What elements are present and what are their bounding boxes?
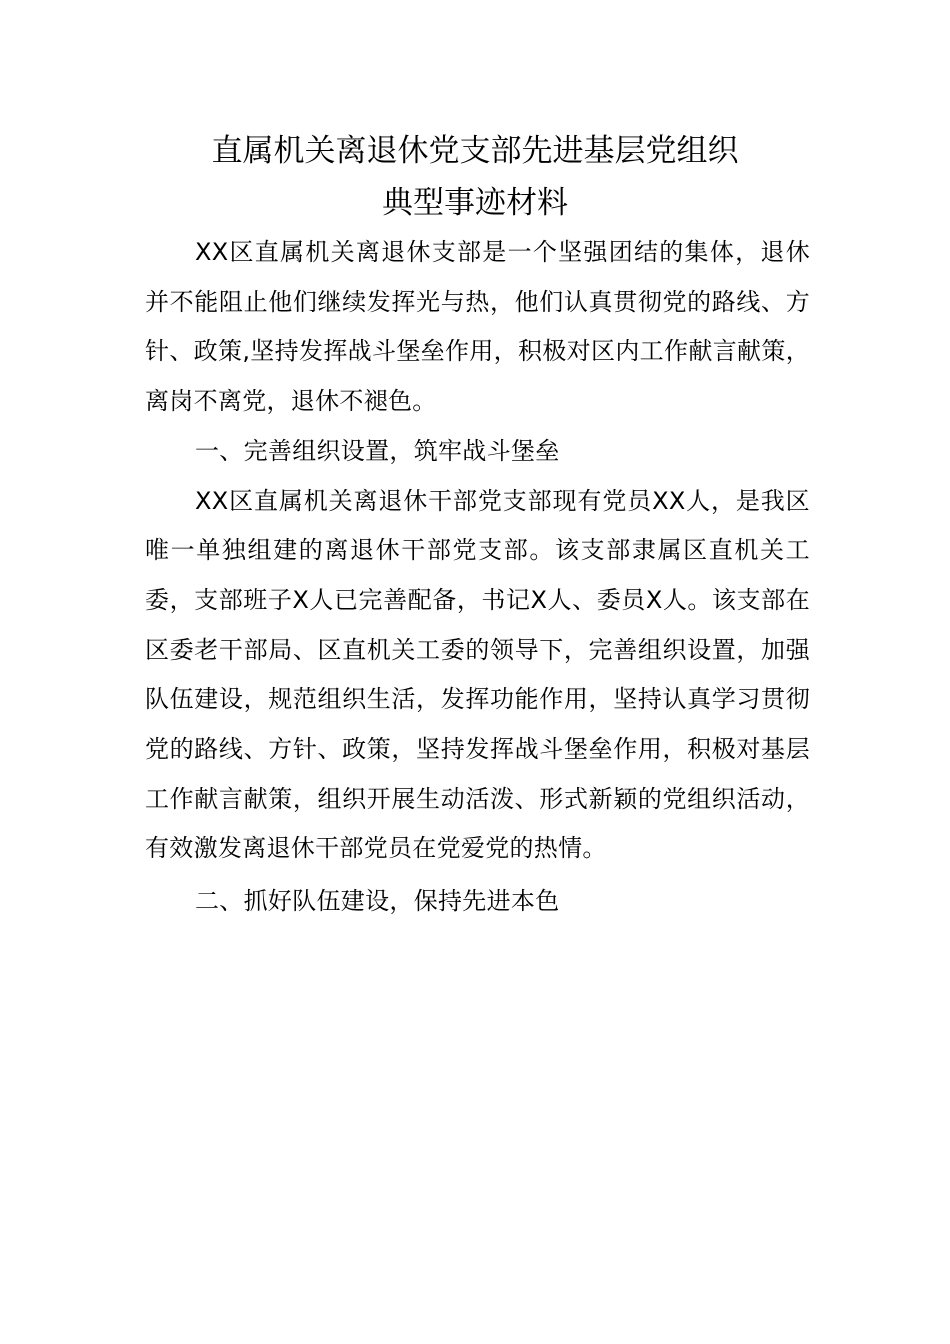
section-heading-2: 二、抓好队伍建设，保持先进本色 bbox=[195, 887, 560, 916]
section-heading-1: 一、完善组织设置，筑牢战斗堡垒 bbox=[195, 436, 560, 465]
document-body bbox=[145, 228, 810, 927]
document-title-line-2: 典型事迹材料 bbox=[382, 185, 568, 221]
document-title-line-1: 直属机关离退休党支部先进基层党组织 bbox=[211, 133, 739, 169]
section-1-paragraph: XX区直属机关离退休干部党支部现有党员XX人，是我区唯一单独组建的离退休干部党支部。该支部隶属区直机关工委，支部班子X人已完善配备，书记X人、委员X人。该支部在区委老干部局、区直机关工委的领导下，完善组织设置，加强队伍建设，规范组织生活，发挥功能作用，坚持认真学习贯彻党的路线、方针、政策，坚持发挥战斗堡垒作用，积极对基层工作献言献策，组织开展生动活泼、形式新颖的党组织活动，有效激发离退休干部党员在党爱党的热情。 bbox=[145, 486, 810, 863]
intro-paragraph: XX区直属机关离退休支部是一个坚强团结的集体，退休并不能阻止他们继续发挥光与热，他们认真贯彻党的路线、方针、政策,坚持发挥战斗堡垒作用，积极对区内工作献言献策，离岗不离党，退休不褪色。 bbox=[145, 238, 810, 416]
